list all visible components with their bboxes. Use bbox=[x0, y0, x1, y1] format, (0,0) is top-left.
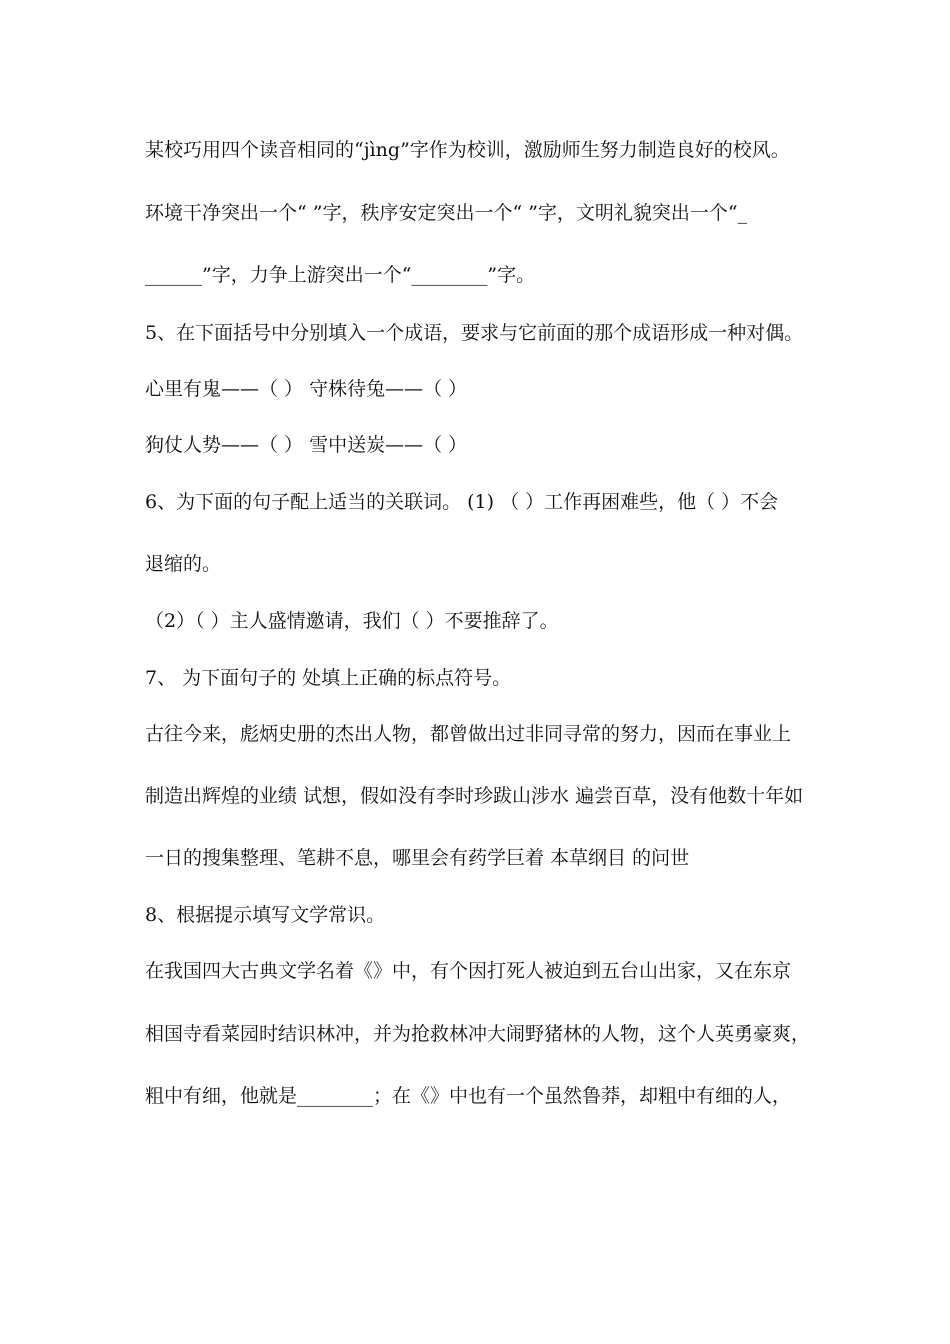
text-line-2: 环境干净突出一个“ ”字，秩序安定突出一个“ ”字，文明礼貌突出一个“_ bbox=[145, 202, 748, 224]
text-line-17: 粗中有细，他就是________；在《》中也有一个虽然鲁莽，却粗中有细的人， bbox=[145, 1085, 792, 1107]
idiom-pair-1: 心里有鬼——（ ） 守株待兔——（ ） bbox=[145, 378, 468, 400]
question-6: 6、为下面的句子配上适当的关联词。 (1) （ ）工作再困难些，他（ ）不会 bbox=[145, 491, 779, 513]
text-line-15: 在我国四大古典文学名着《》中，有个因打死人被迫到五台山出家，又在东京 bbox=[145, 960, 792, 982]
question-7: 7、 为下面句子的 处填上正确的标点符号。 bbox=[145, 667, 512, 689]
text-line-16: 相国寺看菜园时结识林冲，并为抢救林冲大闹野猪林的人物，这个人英勇豪爽， bbox=[145, 1023, 811, 1045]
text-line-13: 一日的搜集整理、笔耕不息，哪里会有药学巨着 本草纲目 的问世 bbox=[145, 847, 690, 869]
question-5: 5、在下面括号中分别填入一个成语，要求与它前面的那个成语形成一种对偶。 bbox=[145, 322, 804, 344]
text-line-12: 制造出辉煌的业绩 试想，假如没有李时珍跋山涉水 遍尝百草，没有他数十年如 bbox=[145, 785, 804, 807]
text-line-8: 退缩的。 bbox=[145, 553, 222, 575]
text-line-3: ______”字，力争上游突出一个“________”字。 bbox=[145, 264, 536, 286]
question-8: 8、根据提示填写文学常识。 bbox=[145, 904, 386, 926]
idiom-pair-2: 狗仗人势——（ ） 雪中送炭——（ ） bbox=[145, 434, 468, 456]
question-6-part-2: （2）（ ）主人盛情邀请，我们（ ）不要推辞了。 bbox=[145, 610, 559, 632]
text-line-11: 古往今来，彪炳史册的杰出人物，都曾做出过非同寻常的努力，因而在事业上 bbox=[145, 723, 792, 745]
text-line-1: 某校巧用四个读音相同的“jìng”字作为校训，激励师生努力制造良好的校风。 bbox=[145, 139, 790, 161]
